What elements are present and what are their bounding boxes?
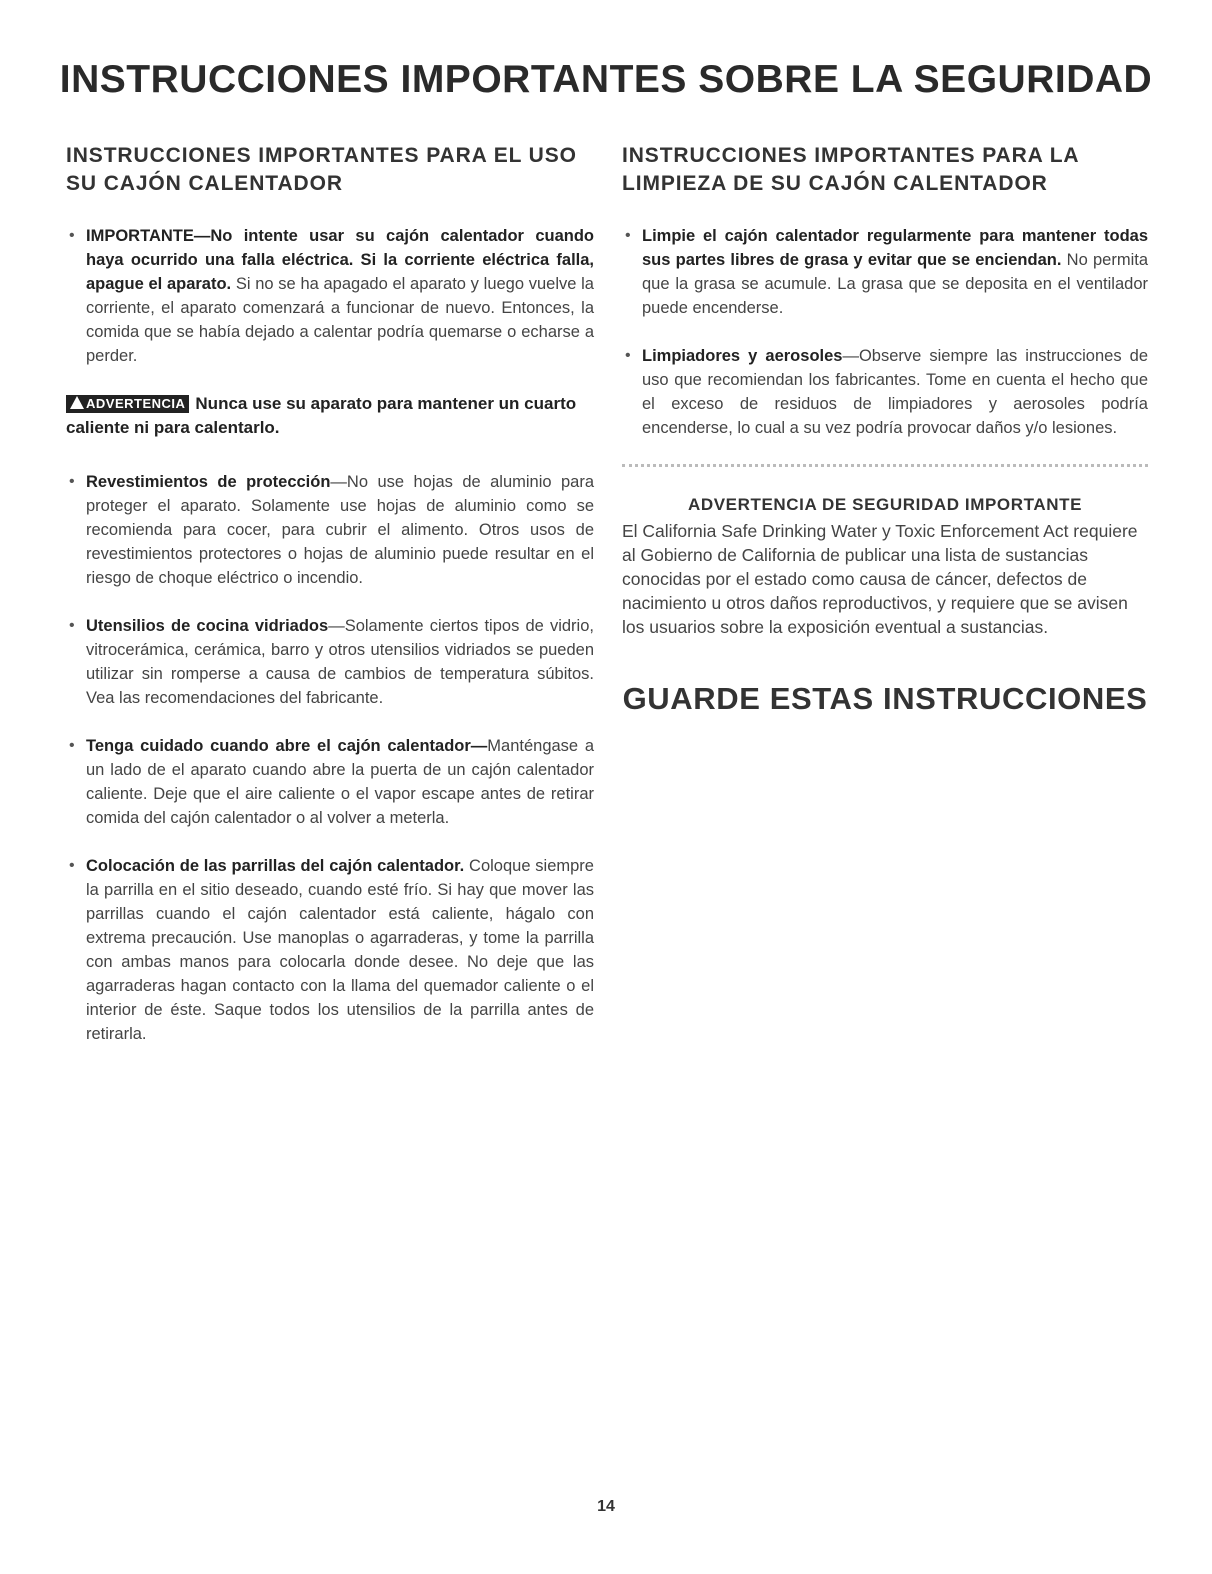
warning-badge bbox=[66, 395, 189, 413]
item-lead: IMPORTANTE—No intente usar su cajón calentador cuando haya ocurrido una falla eléctrica. Si la corriente eléctrica falla, apague el aparato. bbox=[86, 227, 594, 293]
list-item bbox=[66, 734, 594, 830]
item-lead: Limpie el cajón calentador regularmente para mantener todas sus partes libres de grasa y evitar que se enciendan. bbox=[642, 227, 1148, 269]
item-text: —Observe siempre las instrucciones de uso que recomiendan los fabricantes. Tome en cuenta el hecho que el exceso de residuos de limpiadores y aerosoles podría encenderse, lo cual a su vez podría provocar daños y/o lesiones. bbox=[642, 347, 1149, 437]
item-text: Si no se ha apagado el aparato y luego vuelve la corriente, el aparato comenzará a funcionar de nuevo. Entonces, la comida que se había dejado a calentar podría quemarse o echarse a perder. bbox=[86, 275, 594, 365]
bullet-icon: • bbox=[69, 617, 75, 634]
bullet-icon: • bbox=[69, 227, 75, 244]
item-lead: Limpiadores y aerosoles bbox=[642, 347, 843, 365]
bullet-icon: • bbox=[625, 227, 631, 244]
item-lead: Colocación de las parrillas del cajón calentador. bbox=[86, 857, 465, 875]
bullet-icon: • bbox=[69, 473, 75, 490]
item-lead: Tenga cuidado cuando abre el cajón calentador— bbox=[86, 737, 488, 755]
item-text: Manténgase a un lado de el aparato cuando abre la puerta de un cajón calentador caliente. Deje que el aire caliente o el vapor escape antes de retirar comida del cajón calentador o al volver a meterla. bbox=[86, 737, 594, 827]
warning-badge-label: ADVERTENCIA bbox=[86, 396, 186, 411]
usage-section-heading: INSTRUCCIONES IMPORTANTES PARA EL USO SU CAJÓN CALENTADOR bbox=[66, 144, 577, 195]
list-item bbox=[66, 470, 594, 590]
item-text: —No use hojas de aluminio para proteger el aparato. Solamente use hojas de aluminio como se recomienda para cocer, para cubrir el alimento. Otros usos de revestimientos protectores o hojas de aluminio puede resultar en el riesgo de choque eléctrico o incendio. bbox=[86, 473, 595, 587]
cleaning-section-heading: INSTRUCCIONES IMPORTANTES PARA LA LIMPIEZA DE SU CAJÓN CALENTADOR bbox=[622, 144, 1079, 195]
right-column bbox=[622, 142, 1148, 717]
list-item bbox=[622, 224, 1148, 320]
save-instructions-heading: GUARDE ESTAS INSTRUCCIONES bbox=[622, 681, 1148, 716]
item-text: No permita que la grasa se acumule. La grasa que se deposita en el ventilador puede encenderse. bbox=[642, 251, 1148, 317]
usage-instructions-list bbox=[66, 224, 594, 368]
notice-text: El California Safe Drinking Water y Toxic Enforcement Act requiere al Gobierno de California de publicar una lista de sustancias conocidas por el estado como causa de cáncer, defectos de nacimiento u otros daños reproductivos, y requiere que se avisen los usuarios sobre la exposición eventual a sustancias. bbox=[622, 521, 1138, 637]
item-text: —Solamente ciertos tipos de vidrio, vitrocerámica, cerámica, barro y otros utensilios vidriados se pueden utilizar sin romperse a causa de cambios de temperatura súbitos. Vea las recomendaciones del fabricante. bbox=[86, 617, 594, 707]
item-text: Coloque siempre la parrilla en el sitio deseado, cuando esté frío. Si hay que mover las parrillas cuando el cajón calentador está caliente, hágalo con extrema precaución. Use manoplas o agarraderas, y tome la parrilla con ambas manos para colocarla donde desee. No deje que las agarraderas hagan contacto con la llama del quemador caliente o el interior de éste. Saque todos los utensilios de la parrilla antes de retirarla. bbox=[86, 857, 594, 1043]
left-column bbox=[66, 142, 594, 1070]
item-lead: Revestimientos de protección bbox=[86, 473, 331, 491]
list-item bbox=[66, 614, 594, 710]
warning-triangle-icon bbox=[70, 396, 84, 409]
usage-instructions-list-continued bbox=[66, 470, 594, 1046]
list-item bbox=[622, 344, 1148, 440]
divider bbox=[622, 464, 1148, 467]
warning-text: Nunca use su aparato para mantener un cuarto caliente ni para calentarlo. bbox=[66, 394, 577, 437]
cleaning-instructions-list bbox=[622, 224, 1148, 440]
bullet-icon: • bbox=[69, 737, 75, 754]
list-item bbox=[66, 854, 594, 1046]
bullet-icon: • bbox=[625, 347, 631, 364]
item-lead: Utensilios de cocina vidriados bbox=[86, 617, 329, 635]
page-number: 14 bbox=[597, 1498, 615, 1515]
warning-notice bbox=[66, 392, 594, 440]
list-item bbox=[66, 224, 594, 368]
page-title: INSTRUCCIONES IMPORTANTES SOBRE LA SEGURIDAD bbox=[59, 58, 1153, 101]
notice-title: ADVERTENCIA DE SEGURIDAD IMPORTANTE bbox=[687, 495, 1083, 514]
bullet-icon: • bbox=[69, 857, 75, 874]
